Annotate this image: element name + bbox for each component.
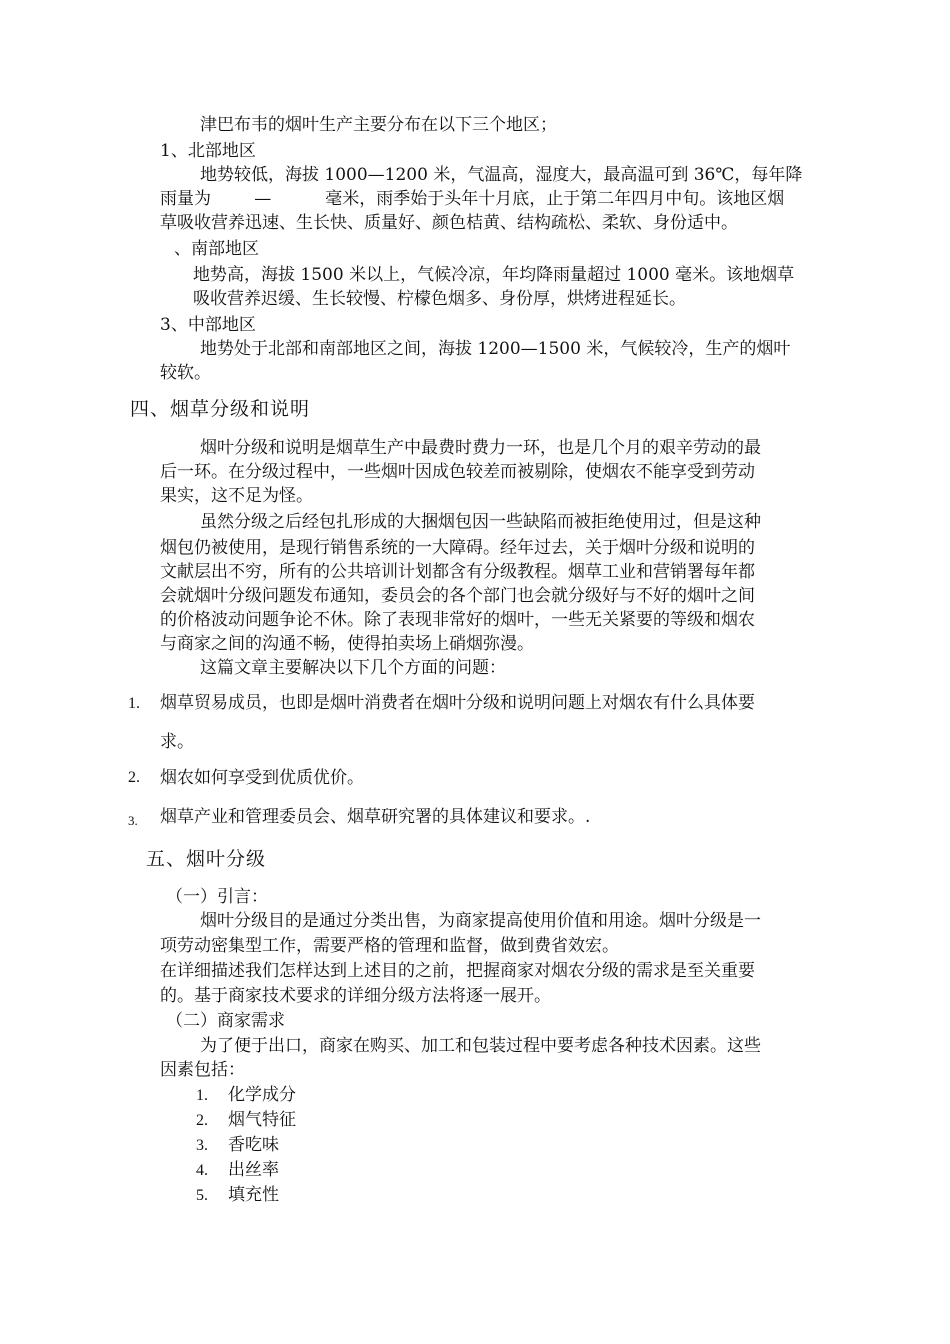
list-item-3-line-1: 烟草产业和管理委员会、烟草研究署的具体建议和要求。. bbox=[160, 807, 591, 827]
factor-2-number: 2. bbox=[196, 1112, 208, 1129]
factor-5-label: 填充性 bbox=[228, 1185, 279, 1205]
sub1-line-1: 烟叶分级目的是通过分类出售，为商家提高使用价值和用途。烟叶分级是一 bbox=[200, 911, 761, 931]
sub1-line-2: 项劳动密集型工作，需要严格的管理和监督，做到费省效宏。 bbox=[160, 936, 619, 956]
sub1-line-3: 在详细描述我们怎样达到上述目的之前，把握商家对烟农分级的需求是至关重要 bbox=[160, 961, 755, 981]
section4-para2-line-3: 文献层出不穷，所有的公共培训计划都含有分级教程。烟草工业和营销署每年都 bbox=[160, 562, 755, 582]
region1-line-3: 草吸收营养迅速、生长快、质量好、颜色桔黄、结构疏松、柔软、身份适中。 bbox=[160, 213, 738, 233]
factor-1-label: 化学成分 bbox=[228, 1085, 296, 1105]
list-item-2-line-1: 烟农如何享受到优质优价。 bbox=[160, 768, 364, 788]
section4-para3: 这篇文章主要解决以下几个方面的问题： bbox=[200, 658, 506, 678]
list-item-2-number: 2. bbox=[128, 769, 140, 786]
section4-para2-line-5: 的价格波动问题争论不休。除了表现非常好的烟叶，一些无关紧要的等级和烟农 bbox=[160, 610, 755, 630]
factor-2-label: 烟气特征 bbox=[228, 1110, 296, 1130]
intro-line: 津巴布韦的烟叶生产主要分布在以下三个地区； bbox=[200, 115, 557, 135]
list-item-1-line-1: 烟草贸易成员，也即是烟叶消费者在烟叶分级和说明问题上对烟农有什么具体要 bbox=[160, 693, 755, 713]
region2-line-1: 地势高，海拔 1500 米以上，气候冷凉，年均降雨量超过 1000 毫米。该地烟草 bbox=[193, 265, 795, 285]
sub2-heading: （二）商家需求 bbox=[166, 1011, 285, 1031]
region1-heading: 1、北部地区 bbox=[160, 141, 256, 161]
region2-line-2: 吸收营养迟缓、生长较慢、柠檬色烟多、身份厚，烘烤进程延长。 bbox=[193, 289, 686, 309]
factor-5-number: 5. bbox=[196, 1187, 208, 1204]
list-item-3-number: 3. bbox=[128, 813, 138, 828]
factor-4-label: 出丝率 bbox=[228, 1160, 279, 1180]
region3-line-2: 较软。 bbox=[160, 363, 211, 383]
section4-para1-line-1: 烟叶分级和说明是烟草生产中最费时费力一环，也是几个月的艰辛劳动的最 bbox=[200, 438, 761, 458]
region2-heading: 、南部地区 bbox=[174, 239, 259, 259]
factor-3-label: 香吃味 bbox=[228, 1135, 279, 1155]
section4-para2-line-4: 会就烟叶分级问题发布通知，委员会的各个部门也会就分级好与不好的烟叶之间 bbox=[160, 586, 755, 606]
section5-heading: 五、烟叶分级 bbox=[146, 848, 267, 870]
sub1-heading: （一）引言： bbox=[166, 887, 268, 907]
factor-4-number: 4. bbox=[196, 1162, 208, 1179]
region3-line-1: 地势处于北部和南部地区之间，海拔 1200—1500 米，气候较冷，生产的烟叶 bbox=[200, 339, 791, 359]
sub2-line-1: 为了便于出口，商家在购买、加工和包装过程中要考虑各种技术因素。这些 bbox=[200, 1036, 761, 1056]
region1-line-2: 雨量为 — 毫米，雨季始于头年十月底，止于第二年四月中旬。该地区烟 bbox=[160, 189, 785, 209]
sub1-line-4: 的。基于商家技术要求的详细分级方法将逐一展开。 bbox=[160, 986, 551, 1006]
section4-para2-line-1: 虽然分级之后经包扎形成的大捆烟包因一些缺陷而被拒绝使用过，但是这种 bbox=[200, 512, 761, 532]
section4-heading: 四、烟草分级和说明 bbox=[130, 398, 311, 420]
section4-para1-line-2: 后一环。在分级过程中，一些烟叶因成色较差而被剔除，使烟农不能享受到劳动 bbox=[160, 462, 755, 482]
region3-heading: 3、中部地区 bbox=[160, 315, 256, 335]
sub2-line-2: 因素包括： bbox=[160, 1060, 245, 1080]
factor-3-number: 3. bbox=[196, 1137, 208, 1154]
list-item-1-number: 1. bbox=[128, 695, 140, 712]
factor-1-number: 1. bbox=[196, 1087, 208, 1104]
section4-para2-line-2: 烟包仍被使用，是现行销售系统的一大障碍。经年过去，关于烟叶分级和说明的 bbox=[160, 538, 755, 558]
section4-para1-line-3: 果实，这不足为怪。 bbox=[160, 486, 313, 506]
list-item-1-line-2: 求。 bbox=[160, 732, 194, 752]
section4-para2-line-6: 与商家之间的沟通不畅，使得拍卖场上硝烟弥漫。 bbox=[160, 634, 534, 654]
region1-line-1: 地势较低，海拔 1000—1200 米，气温高，湿度大，最高温可到 36℃，每年降 bbox=[200, 165, 803, 185]
